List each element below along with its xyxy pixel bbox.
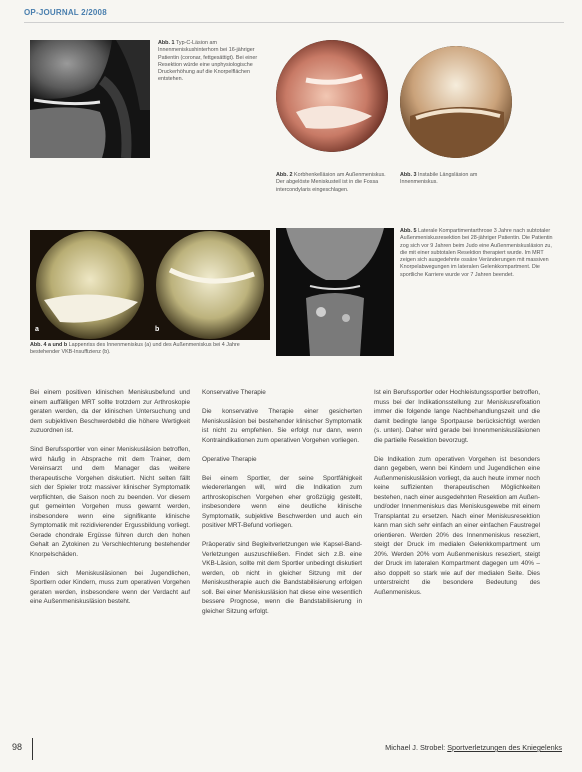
panel-label-b: b — [155, 326, 160, 333]
col2-heading-operative: Operative Therapie — [202, 455, 257, 463]
footer-divider — [32, 738, 33, 760]
figure-5-text: Laterale Kompartimentarthrose 3 Jahre nach subtotaler Außenmeniskusresektion bei 28-jähriger Patientin. Die Patientin zog sich vor 9 Jahren beim Judo eine Außenmeniskusläsion zu, die mit einer subtotalen Resektion therapiert wurde. Im MRT zeigen sich ausgedehnte ossäre Veränderungen mit massiven Knorpelabwegungen im lateralen Gelenkkompartment. Die sportliche Karriere wurde vor 7 Jahren beendet. — [400, 228, 553, 278]
figure-3-arthroscopy-image — [400, 46, 512, 158]
figure-5-caption — [400, 228, 560, 279]
panel-label-a: a — [35, 326, 39, 333]
col1-paragraph-1: Bei einem positiven klinischen Meniskusbefund und einem auffälligen MRT sollte trotzdem zur Arthroskopie geraten werden, da der klinischen Untersuchung und dem subjektiven Beschwerdebild die höhere Wertigkeit zuzuordnen ist. — [30, 389, 190, 434]
figure-4b-arthroscopy-image — [150, 230, 270, 340]
col1-paragraph-2: Sind Berufssportler von einer Meniskusläsion betroffen, wird häufig in Absprache mit dem Trainer, dem Vereinsarzt und dem Manager das weitere therapeutische Vorgehen diskutiert. Nicht selten fällt sich der Spieler trotz massiver klinischer Symptomatik verpflichten, die Saison noch zu beenden. Vor diesem gut gemeinten Vorgehen muss gewarnt werden, insbesondere wenn eine signifikante klinische Symptomatik mit rezidivierender Ergussbildung vorliegt. Gerade chondrale Ergüsse führen durch den hohen Gehalt an Zytokinen zu Verschlechterung bestehender Knorpelschäden. — [30, 446, 190, 558]
figure-3-caption — [400, 172, 512, 187]
figure-1-label: Abb. 1 — [158, 40, 175, 46]
col2-heading-conservative: Konservative Therapie — [202, 389, 266, 396]
figure-4-text: Lappenriss des Innenmeniskus (a) und des Außenmeniskus bei 4 Jahre bestehender VKB-Insuffizienz (b). — [30, 342, 240, 356]
figure-2-label: Abb. 2 — [276, 172, 293, 178]
figure-4a-arthroscopy-image — [30, 230, 150, 340]
col3-paragraph-2: Die Indikation zum operativen Vorgehen ist besonders dann gegeben, wenn bei Kindern und Jugendlichen eine Außenmeniskusläsion vorliegt, da auch heute immer noch keine suffizienten therapeutischen Möglichkeiten bestehen, nach einer ausgedehnten Resektion am Außen- und/oder Innenmeniskus das Meniskusgewebe mit einem Transplantat zu ersetzen. Nach einer Meniskusresektion kann man sich sehr einfach an einer einfachen Faustregel orientieren. Werden 20% des Innenmeniskus reseziert, steigt der Druck im medialen Gelenkkompartment um 20%. Werden 20% vom Außenmeniskus reseziert, steigt der Druck im lateralen Kompartment dagegen um 40% – also doppelt so stark wie auf der medialen Seite. Dies unterstreicht die besondere Bedeutung des Außenmeniskus. — [374, 455, 540, 596]
page-number: 98 — [12, 742, 23, 752]
figure-2-text: Korbhenkelläsion am Außenmeniskus. Der abgelöste Meniskusteil ist in die Fossa intercondylaris eingeschlagen. — [276, 172, 386, 193]
figure-4-caption — [30, 342, 270, 357]
text-column-1 — [30, 388, 190, 616]
col3-paragraph-1: Ist ein Berufssportler oder Hochleistungssportler betroffen, muss bei der Indikationsstellung zur Meniskusrefixation immer die folgende lange Nachbehandlungszeit und die damit bedingte lange Sportpause berücksichtigt werden (s. unten). Daher wird gerade bei Innenmeniskusläsionen die partielle Resektion bevorzugt. — [374, 389, 540, 444]
text-column-2 — [202, 388, 362, 626]
footer-author: Michael J. Strobel: — [385, 743, 446, 752]
footer-title: Sportverletzungen des Kniegelenks — [447, 743, 562, 752]
figure-2-caption — [276, 172, 390, 194]
figure-1-mri-image — [30, 40, 150, 158]
text-column-3 — [374, 388, 540, 607]
figure-5-label: Abb. 5 — [400, 228, 417, 234]
figure-3-text: Instabile Längsläsion am Innenmeniskus. — [400, 172, 478, 186]
figure-2-arthroscopy-image — [276, 40, 388, 152]
figure-1-text: Typ-C-Läsion am Innenmeniskushinterhorn bei 16-jähriger Patientin (coronar, fettgesättigt). Bei einer Resektion würde eine unphysiologische Druckerhöhung auf die Knorpelflächen entstehen. — [158, 40, 258, 83]
figure-1-caption — [158, 40, 264, 84]
figure-4-label: Abb. 4 a und b — [30, 342, 68, 348]
col2-paragraph-1: Die konservative Therapie einer gesicherten Meniskusläsion bei bestehender klinischer Symptomatik ist nicht zu empfehlen. Sie erfolgt nur dann, wenn Kontraindikationen zum operativen Vorgehen vorliegen. — [202, 408, 362, 444]
col1-paragraph-3: Finden sich Meniskusläsionen bei Jugendlichen, Sportlern oder Kindern, muss zum operativen Vorgehen geraten werden, insbesondere wenn der Verdacht auf eine Außenmeniskusläsion besteht. — [30, 569, 190, 605]
col2-paragraph-3: Präoperativ sind Begleitverletzungen wie Kapsel-Band-Verletzungen auszuschließen. Findet sich z.B. eine VKB-Läsion, sollte mit dem Sportler unbedingt diskutiert werden, ob nicht in gleicher Sitzung mit der Meniskustherapie auch die Bandstabilisierung erfolgen soll. Bei einer Meniskusläsion hat diese eine wesentlich bessere Prognose, wenn die Bandstabilisierung in gleicher Sitzung erfolgt. — [202, 541, 362, 615]
journal-header: OP-JOURNAL 2/2008 — [24, 8, 107, 17]
figure-5-mri-image — [276, 228, 394, 356]
col2-paragraph-2: Bei einem Sportler, der seine Sportfähigkeit wiedererlangen will, wird die Indikation zum arthroskopischen Vorgehen eher großzügig gestellt, insbesondere wenn eine deutliche klinische Symptomatik, subjektive Beschwerden und auch ein positiver MRT-Befund vorliegen. — [202, 474, 362, 529]
footer-citation — [300, 743, 562, 752]
header-rule — [24, 22, 564, 23]
figure-3-label: Abb. 3 — [400, 172, 417, 178]
